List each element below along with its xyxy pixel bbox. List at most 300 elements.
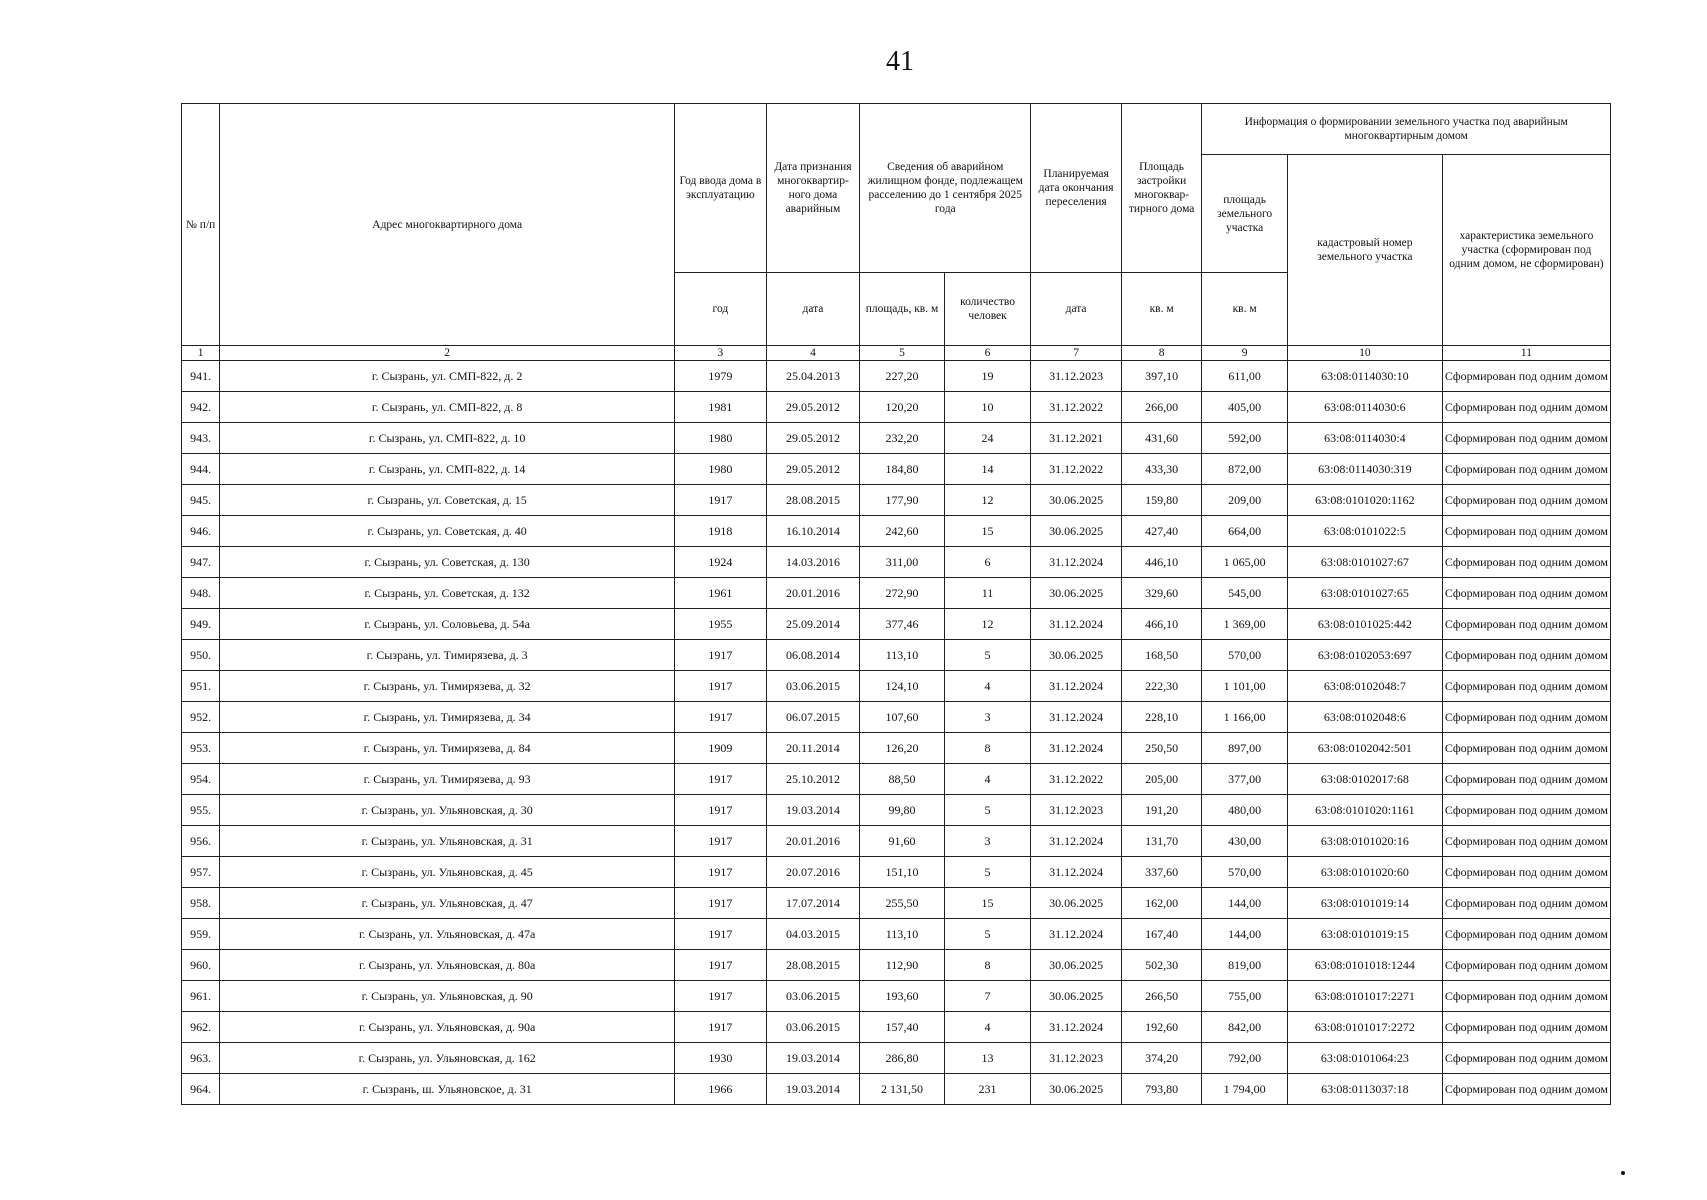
building-area-cell: 266,50 <box>1121 981 1202 1012</box>
year-cell: 1979 <box>675 361 767 392</box>
year-cell: 1980 <box>675 423 767 454</box>
header-planned-date: Планируемая дата окончания переселения <box>1031 104 1122 273</box>
cadastral-number-cell: 63:08:0101020:1161 <box>1287 795 1442 826</box>
people-cell: 10 <box>944 392 1031 423</box>
row-number: 951. <box>182 671 220 702</box>
recognition-date-cell: 16.10.2014 <box>766 516 860 547</box>
land-characteristic-cell: Сформирован под одним домом <box>1442 702 1610 733</box>
building-area-cell: 374,20 <box>1121 1043 1202 1074</box>
land-area-cell: 209,00 <box>1202 485 1288 516</box>
table-row <box>182 671 1611 702</box>
people-cell: 231 <box>944 1074 1031 1105</box>
land-area-cell: 792,00 <box>1202 1043 1288 1074</box>
table-row <box>182 950 1611 981</box>
planned-date-cell: 31.12.2024 <box>1031 671 1122 702</box>
unit-planned-date: дата <box>1031 273 1122 346</box>
year-cell: 1981 <box>675 392 767 423</box>
people-cell: 5 <box>944 640 1031 671</box>
row-number: 948. <box>182 578 220 609</box>
planned-date-cell: 30.06.2025 <box>1031 485 1122 516</box>
column-number: 7 <box>1031 346 1122 361</box>
address-cell: г. Сызрань, ул. Ульяновская, д. 162 <box>220 1043 675 1074</box>
column-number: 1 <box>182 346 220 361</box>
building-area-cell: 228,10 <box>1121 702 1202 733</box>
cadastral-number-cell: 63:08:0101020:60 <box>1287 857 1442 888</box>
column-number: 11 <box>1442 346 1610 361</box>
planned-date-cell: 31.12.2021 <box>1031 423 1122 454</box>
planned-date-cell: 31.12.2022 <box>1031 764 1122 795</box>
planned-date-cell: 31.12.2024 <box>1031 1012 1122 1043</box>
recognition-date-cell: 03.06.2015 <box>766 981 860 1012</box>
year-cell: 1955 <box>675 609 767 640</box>
area-cell: 311,00 <box>860 547 945 578</box>
cadastral-number-cell: 63:08:0114030:4 <box>1287 423 1442 454</box>
row-number: 944. <box>182 454 220 485</box>
year-cell: 1917 <box>675 1012 767 1043</box>
building-area-cell: 793,80 <box>1121 1074 1202 1105</box>
building-area-cell: 192,60 <box>1121 1012 1202 1043</box>
building-area-cell: 337,60 <box>1121 857 1202 888</box>
people-cell: 12 <box>944 485 1031 516</box>
cadastral-number-cell: 63:08:0102042:501 <box>1287 733 1442 764</box>
cadastral-number-cell: 63:08:0102053:697 <box>1287 640 1442 671</box>
area-cell: 126,20 <box>860 733 945 764</box>
header-address: Адрес многоквартирного дома <box>220 104 675 346</box>
building-area-cell: 162,00 <box>1121 888 1202 919</box>
recognition-date-cell: 20.07.2016 <box>766 857 860 888</box>
land-area-cell: 1 369,00 <box>1202 609 1288 640</box>
column-number: 10 <box>1287 346 1442 361</box>
table-row <box>182 423 1611 454</box>
land-characteristic-cell: Сформирован под одним домом <box>1442 1074 1610 1105</box>
area-cell: 232,20 <box>860 423 945 454</box>
recognition-date-cell: 20.01.2016 <box>766 578 860 609</box>
area-cell: 193,60 <box>860 981 945 1012</box>
row-number: 957. <box>182 857 220 888</box>
column-number: 6 <box>944 346 1031 361</box>
building-area-cell: 433,30 <box>1121 454 1202 485</box>
address-cell: г. Сызрань, ул. Ульяновская, д. 80а <box>220 950 675 981</box>
area-cell: 157,40 <box>860 1012 945 1043</box>
land-characteristic-cell: Сформирован под одним домом <box>1442 454 1610 485</box>
row-number: 962. <box>182 1012 220 1043</box>
land-area-cell: 872,00 <box>1202 454 1288 485</box>
table-row <box>182 640 1611 671</box>
building-area-cell: 427,40 <box>1121 516 1202 547</box>
land-area-cell: 664,00 <box>1202 516 1288 547</box>
header-land-area: площадь земельного участка <box>1202 155 1288 273</box>
building-area-cell: 329,60 <box>1121 578 1202 609</box>
recognition-date-cell: 29.05.2012 <box>766 392 860 423</box>
header-cadastral: кадастровый номер земельного участка <box>1287 155 1442 346</box>
land-characteristic-cell: Сформирован под одним домом <box>1442 547 1610 578</box>
area-cell: 272,90 <box>860 578 945 609</box>
row-number: 954. <box>182 764 220 795</box>
area-cell: 113,10 <box>860 919 945 950</box>
planned-date-cell: 30.06.2025 <box>1031 640 1122 671</box>
table-row <box>182 485 1611 516</box>
year-cell: 1917 <box>675 795 767 826</box>
people-cell: 19 <box>944 361 1031 392</box>
row-number: 952. <box>182 702 220 733</box>
people-cell: 14 <box>944 454 1031 485</box>
cadastral-number-cell: 63:08:0101017:2271 <box>1287 981 1442 1012</box>
land-area-cell: 1 101,00 <box>1202 671 1288 702</box>
cadastral-number-cell: 63:08:0101017:2272 <box>1287 1012 1442 1043</box>
cadastral-number-cell: 63:08:0101022:5 <box>1287 516 1442 547</box>
row-number: 946. <box>182 516 220 547</box>
land-characteristic-cell: Сформирован под одним домом <box>1442 671 1610 702</box>
planned-date-cell: 31.12.2024 <box>1031 609 1122 640</box>
header-fund-info: Сведения об аварийном жилищном фонде, подлежащем расселению до 1 сентября 2025 года <box>860 104 1031 273</box>
column-number-row <box>182 346 1611 361</box>
building-area-cell: 266,00 <box>1121 392 1202 423</box>
recognition-date-cell: 04.03.2015 <box>766 919 860 950</box>
land-area-cell: 1 794,00 <box>1202 1074 1288 1105</box>
address-cell: г. Сызрань, ул. Советская, д. 15 <box>220 485 675 516</box>
land-area-cell: 611,00 <box>1202 361 1288 392</box>
address-cell: г. Сызрань, ул. Ульяновская, д. 90а <box>220 1012 675 1043</box>
planned-date-cell: 30.06.2025 <box>1031 888 1122 919</box>
header-building-area: Площадь застройки многоквар-тирного дома <box>1121 104 1202 273</box>
unit-year: год <box>675 273 767 346</box>
address-cell: г. Сызрань, ш. Ульяновское, д. 31 <box>220 1074 675 1105</box>
column-number: 9 <box>1202 346 1288 361</box>
area-cell: 242,60 <box>860 516 945 547</box>
recognition-date-cell: 20.01.2016 <box>766 826 860 857</box>
column-number: 8 <box>1121 346 1202 361</box>
table-row <box>182 547 1611 578</box>
header-num: № п/п <box>182 104 220 346</box>
land-characteristic-cell: Сформирован под одним домом <box>1442 981 1610 1012</box>
building-area-cell: 205,00 <box>1121 764 1202 795</box>
recognition-date-cell: 19.03.2014 <box>766 1074 860 1105</box>
unit-building-sqm: кв. м <box>1121 273 1202 346</box>
land-characteristic-cell: Сформирован под одним домом <box>1442 1043 1610 1074</box>
area-cell: 107,60 <box>860 702 945 733</box>
cadastral-number-cell: 63:08:0101019:15 <box>1287 919 1442 950</box>
address-cell: г. Сызрань, ул. СМП-822, д. 8 <box>220 392 675 423</box>
page-number: 41 <box>886 46 914 77</box>
row-number: 953. <box>182 733 220 764</box>
people-cell: 6 <box>944 547 1031 578</box>
recognition-date-cell: 29.05.2012 <box>766 454 860 485</box>
planned-date-cell: 31.12.2024 <box>1031 547 1122 578</box>
building-area-cell: 397,10 <box>1121 361 1202 392</box>
planned-date-cell: 31.12.2024 <box>1031 919 1122 950</box>
area-cell: 255,50 <box>860 888 945 919</box>
building-area-cell: 167,40 <box>1121 919 1202 950</box>
land-area-cell: 480,00 <box>1202 795 1288 826</box>
address-cell: г. Сызрань, ул. Тимирязева, д. 34 <box>220 702 675 733</box>
table-row <box>182 1074 1611 1105</box>
people-cell: 3 <box>944 826 1031 857</box>
column-number: 4 <box>766 346 860 361</box>
building-area-cell: 131,70 <box>1121 826 1202 857</box>
area-cell: 286,80 <box>860 1043 945 1074</box>
area-cell: 113,10 <box>860 640 945 671</box>
planned-date-cell: 31.12.2022 <box>1031 454 1122 485</box>
cadastral-number-cell: 63:08:0101018:1244 <box>1287 950 1442 981</box>
land-characteristic-cell: Сформирован под одним домом <box>1442 919 1610 950</box>
address-cell: г. Сызрань, ул. СМП-822, д. 2 <box>220 361 675 392</box>
cadastral-number-cell: 63:08:0114030:6 <box>1287 392 1442 423</box>
land-characteristic-cell: Сформирован под одним домом <box>1442 950 1610 981</box>
table-row <box>182 1012 1611 1043</box>
unit-land-sqm: кв. м <box>1202 273 1288 346</box>
table-row <box>182 392 1611 423</box>
people-cell: 11 <box>944 578 1031 609</box>
recognition-date-cell: 14.03.2016 <box>766 547 860 578</box>
cadastral-number-cell: 63:08:0114030:319 <box>1287 454 1442 485</box>
area-cell: 2 131,50 <box>860 1074 945 1105</box>
recognition-date-cell: 28.08.2015 <box>766 485 860 516</box>
table-body <box>182 361 1611 1105</box>
land-characteristic-cell: Сформирован под одним домом <box>1442 392 1610 423</box>
people-cell: 3 <box>944 702 1031 733</box>
land-area-cell: 545,00 <box>1202 578 1288 609</box>
year-cell: 1917 <box>675 826 767 857</box>
land-area-cell: 570,00 <box>1202 857 1288 888</box>
row-number: 955. <box>182 795 220 826</box>
address-cell: г. Сызрань, ул. Ульяновская, д. 31 <box>220 826 675 857</box>
unit-area: площадь, кв. м <box>860 273 945 346</box>
building-area-cell: 250,50 <box>1121 733 1202 764</box>
land-characteristic-cell: Сформирован под одним домом <box>1442 857 1610 888</box>
building-area-cell: 159,80 <box>1121 485 1202 516</box>
cadastral-number-cell: 63:08:0102048:6 <box>1287 702 1442 733</box>
land-area-cell: 377,00 <box>1202 764 1288 795</box>
land-area-cell: 405,00 <box>1202 392 1288 423</box>
row-number: 961. <box>182 981 220 1012</box>
people-cell: 4 <box>944 671 1031 702</box>
unit-date: дата <box>766 273 860 346</box>
planned-date-cell: 31.12.2023 <box>1031 1043 1122 1074</box>
header-land-info: Информация о формировании земельного участка под аварийным многоквартирным домом <box>1202 104 1611 155</box>
land-area-cell: 842,00 <box>1202 1012 1288 1043</box>
planned-date-cell: 31.12.2024 <box>1031 733 1122 764</box>
cadastral-number-cell: 63:08:0102017:68 <box>1287 764 1442 795</box>
planned-date-cell: 31.12.2024 <box>1031 826 1122 857</box>
table-row <box>182 795 1611 826</box>
area-cell: 88,50 <box>860 764 945 795</box>
land-characteristic-cell: Сформирован под одним домом <box>1442 578 1610 609</box>
address-cell: г. Сызрань, ул. СМП-822, д. 14 <box>220 454 675 485</box>
table-row <box>182 361 1611 392</box>
table-row <box>182 764 1611 795</box>
row-number: 964. <box>182 1074 220 1105</box>
planned-date-cell: 31.12.2024 <box>1031 857 1122 888</box>
recognition-date-cell: 25.10.2012 <box>766 764 860 795</box>
area-cell: 112,90 <box>860 950 945 981</box>
table-row <box>182 702 1611 733</box>
land-characteristic-cell: Сформирован под одним домом <box>1442 485 1610 516</box>
cadastral-number-cell: 63:08:0102048:7 <box>1287 671 1442 702</box>
header-year: Год ввода дома в эксплуатацию <box>675 104 767 273</box>
area-cell: 184,80 <box>860 454 945 485</box>
area-cell: 124,10 <box>860 671 945 702</box>
land-area-cell: 144,00 <box>1202 919 1288 950</box>
building-area-cell: 222,30 <box>1121 671 1202 702</box>
cadastral-number-cell: 63:08:0101064:23 <box>1287 1043 1442 1074</box>
land-area-cell: 1 166,00 <box>1202 702 1288 733</box>
recognition-date-cell: 20.11.2014 <box>766 733 860 764</box>
land-characteristic-cell: Сформирован под одним домом <box>1442 361 1610 392</box>
planned-date-cell: 30.06.2025 <box>1031 950 1122 981</box>
people-cell: 5 <box>944 795 1031 826</box>
table-row <box>182 733 1611 764</box>
table-row <box>182 578 1611 609</box>
scan-dot <box>1621 1171 1625 1175</box>
recognition-date-cell: 29.05.2012 <box>766 423 860 454</box>
address-cell: г. Сызрань, ул. Тимирязева, д. 93 <box>220 764 675 795</box>
land-characteristic-cell: Сформирован под одним домом <box>1442 516 1610 547</box>
table-row <box>182 609 1611 640</box>
address-cell: г. Сызрань, ул. Тимирязева, д. 3 <box>220 640 675 671</box>
land-characteristic-cell: Сформирован под одним домом <box>1442 733 1610 764</box>
row-number: 960. <box>182 950 220 981</box>
address-cell: г. Сызрань, ул. Ульяновская, д. 45 <box>220 857 675 888</box>
year-cell: 1917 <box>675 764 767 795</box>
table-row <box>182 454 1611 485</box>
row-number: 949. <box>182 609 220 640</box>
year-cell: 1918 <box>675 516 767 547</box>
people-cell: 12 <box>944 609 1031 640</box>
recognition-date-cell: 28.08.2015 <box>766 950 860 981</box>
cadastral-number-cell: 63:08:0101025:442 <box>1287 609 1442 640</box>
address-cell: г. Сызрань, ул. Советская, д. 130 <box>220 547 675 578</box>
building-area-cell: 502,30 <box>1121 950 1202 981</box>
year-cell: 1961 <box>675 578 767 609</box>
address-cell: г. Сызрань, ул. Ульяновская, д. 47а <box>220 919 675 950</box>
year-cell: 1917 <box>675 857 767 888</box>
land-area-cell: 592,00 <box>1202 423 1288 454</box>
cadastral-number-cell: 63:08:0101027:65 <box>1287 578 1442 609</box>
land-area-cell: 570,00 <box>1202 640 1288 671</box>
row-number: 959. <box>182 919 220 950</box>
year-cell: 1930 <box>675 1043 767 1074</box>
planned-date-cell: 30.06.2025 <box>1031 516 1122 547</box>
area-cell: 99,80 <box>860 795 945 826</box>
area-cell: 151,10 <box>860 857 945 888</box>
table-row <box>182 888 1611 919</box>
area-cell: 177,90 <box>860 485 945 516</box>
row-number: 942. <box>182 392 220 423</box>
recognition-date-cell: 19.03.2014 <box>766 1043 860 1074</box>
building-area-cell: 466,10 <box>1121 609 1202 640</box>
table-row <box>182 826 1611 857</box>
year-cell: 1917 <box>675 485 767 516</box>
header-date-recognized: Дата признания многоквартир-ного дома аварийным <box>766 104 860 273</box>
land-area-cell: 1 065,00 <box>1202 547 1288 578</box>
row-number: 950. <box>182 640 220 671</box>
recognition-date-cell: 06.08.2014 <box>766 640 860 671</box>
people-cell: 15 <box>944 888 1031 919</box>
table-row <box>182 857 1611 888</box>
planned-date-cell: 31.12.2022 <box>1031 392 1122 423</box>
address-cell: г. Сызрань, ул. Советская, д. 40 <box>220 516 675 547</box>
emergency-housing-table <box>181 103 1611 1105</box>
people-cell: 5 <box>944 919 1031 950</box>
year-cell: 1917 <box>675 702 767 733</box>
planned-date-cell: 30.06.2025 <box>1031 578 1122 609</box>
row-number: 958. <box>182 888 220 919</box>
area-cell: 227,20 <box>860 361 945 392</box>
cadastral-number-cell: 63:08:0101019:14 <box>1287 888 1442 919</box>
building-area-cell: 168,50 <box>1121 640 1202 671</box>
people-cell: 8 <box>944 950 1031 981</box>
land-characteristic-cell: Сформирован под одним домом <box>1442 640 1610 671</box>
planned-date-cell: 30.06.2025 <box>1031 981 1122 1012</box>
area-cell: 91,60 <box>860 826 945 857</box>
cadastral-number-cell: 63:08:0113037:18 <box>1287 1074 1442 1105</box>
people-cell: 24 <box>944 423 1031 454</box>
address-cell: г. Сызрань, ул. Тимирязева, д. 84 <box>220 733 675 764</box>
recognition-date-cell: 19.03.2014 <box>766 795 860 826</box>
address-cell: г. Сызрань, ул. Ульяновская, д. 90 <box>220 981 675 1012</box>
land-characteristic-cell: Сформирован под одним домом <box>1442 795 1610 826</box>
planned-date-cell: 30.06.2025 <box>1031 1074 1122 1105</box>
people-cell: 8 <box>944 733 1031 764</box>
building-area-cell: 191,20 <box>1121 795 1202 826</box>
year-cell: 1909 <box>675 733 767 764</box>
land-characteristic-cell: Сформирован под одним домом <box>1442 826 1610 857</box>
people-cell: 7 <box>944 981 1031 1012</box>
recognition-date-cell: 25.09.2014 <box>766 609 860 640</box>
table-row <box>182 516 1611 547</box>
row-number: 945. <box>182 485 220 516</box>
land-characteristic-cell: Сформирован под одним домом <box>1442 1012 1610 1043</box>
land-area-cell: 819,00 <box>1202 950 1288 981</box>
row-number: 956. <box>182 826 220 857</box>
recognition-date-cell: 06.07.2015 <box>766 702 860 733</box>
building-area-cell: 446,10 <box>1121 547 1202 578</box>
land-characteristic-cell: Сформирован под одним домом <box>1442 423 1610 454</box>
planned-date-cell: 31.12.2023 <box>1031 795 1122 826</box>
row-number: 941. <box>182 361 220 392</box>
land-characteristic-cell: Сформирован под одним домом <box>1442 764 1610 795</box>
row-number: 947. <box>182 547 220 578</box>
recognition-date-cell: 17.07.2014 <box>766 888 860 919</box>
recognition-date-cell: 03.06.2015 <box>766 671 860 702</box>
land-characteristic-cell: Сформирован под одним домом <box>1442 888 1610 919</box>
table-row <box>182 1043 1611 1074</box>
column-number: 5 <box>860 346 945 361</box>
area-cell: 120,20 <box>860 392 945 423</box>
row-number: 943. <box>182 423 220 454</box>
address-cell: г. Сызрань, ул. Соловьева, д. 54а <box>220 609 675 640</box>
year-cell: 1917 <box>675 671 767 702</box>
people-cell: 5 <box>944 857 1031 888</box>
people-cell: 4 <box>944 1012 1031 1043</box>
address-cell: г. Сызрань, ул. Советская, д. 132 <box>220 578 675 609</box>
header-land-char: характеристика земельного участка (сформирован под одним домом, не сформирован) <box>1442 155 1610 346</box>
table-row <box>182 919 1611 950</box>
address-cell: г. Сызрань, ул. Тимирязева, д. 32 <box>220 671 675 702</box>
year-cell: 1980 <box>675 454 767 485</box>
year-cell: 1966 <box>675 1074 767 1105</box>
year-cell: 1917 <box>675 919 767 950</box>
land-area-cell: 897,00 <box>1202 733 1288 764</box>
column-number: 2 <box>220 346 675 361</box>
recognition-date-cell: 03.06.2015 <box>766 1012 860 1043</box>
year-cell: 1924 <box>675 547 767 578</box>
building-area-cell: 431,60 <box>1121 423 1202 454</box>
table-row <box>182 981 1611 1012</box>
cadastral-number-cell: 63:08:0101020:16 <box>1287 826 1442 857</box>
people-cell: 13 <box>944 1043 1031 1074</box>
planned-date-cell: 31.12.2024 <box>1031 702 1122 733</box>
